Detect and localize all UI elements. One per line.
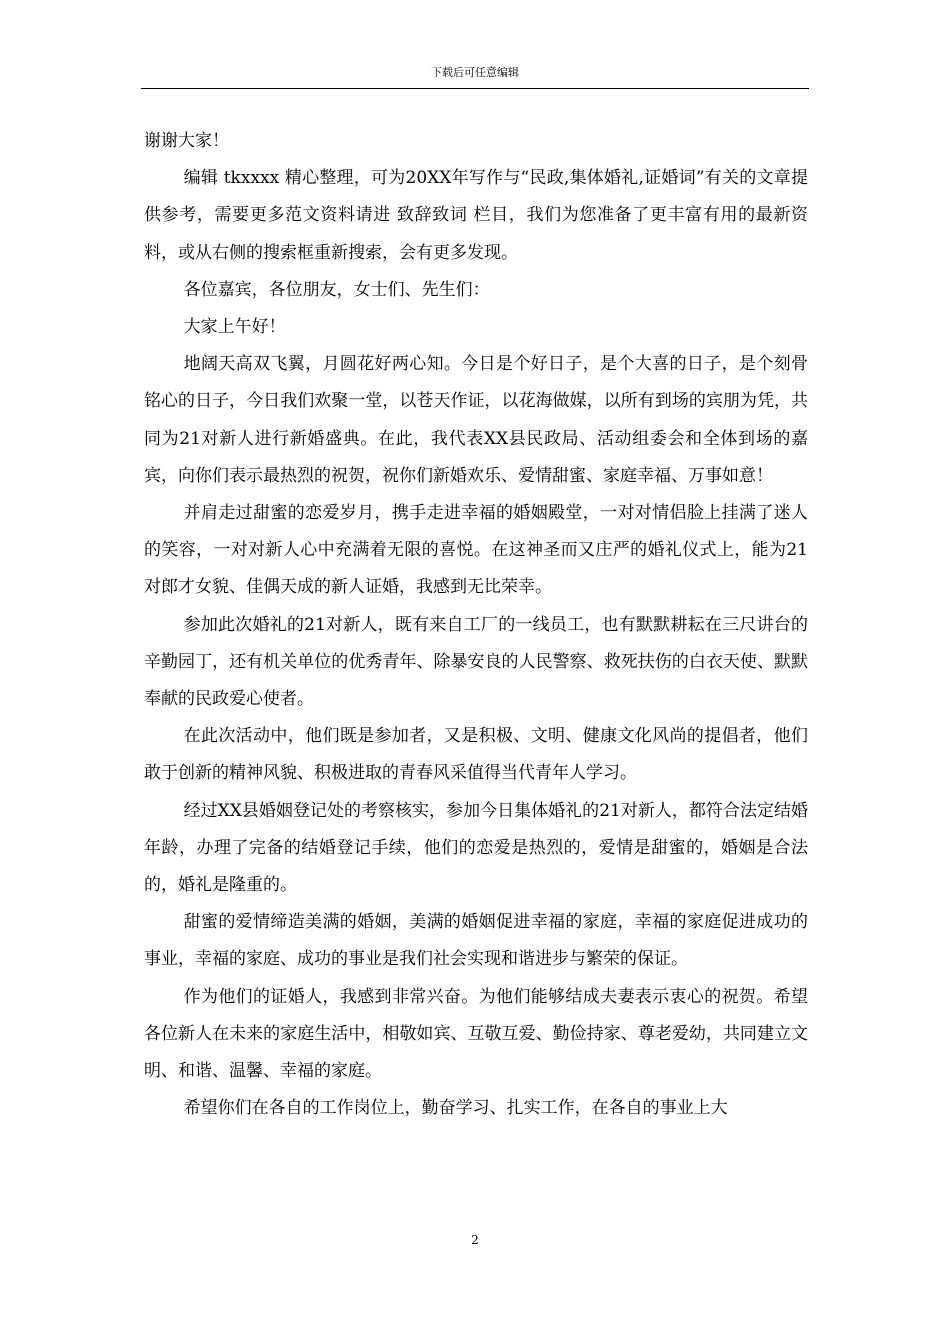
header-divider: [141, 88, 809, 89]
paragraph-salutation: 各位嘉宾，各位朋友，女士们、先生们：: [183, 279, 490, 300]
paragraph-couples: 并肩走过甜蜜的恋爱岁月，携手走进幸福的婚姻殿堂，一对对情侣脸上挂满了迷人的笑容，一对对新人心中充满着无限的喜悦。在这神圣而又庄严的婚礼仪式上，能为21对郎才女貌、佳偶天成的新人证婚，我感到无比荣幸。: [144, 503, 808, 598]
paragraph-activity: 在此次活动中，他们既是参加者，又是积极、文明、健康文化风尚的提倡者，他们敢于创新的精神风貌、积极进取的青春风采值得当代青年人学习。: [144, 726, 808, 784]
paragraph-participants: 参加此次婚礼的21对新人，既有来自工厂的一线员工，也有默默耕耘在三尺讲台的辛勤园丁，还有机关单位的优秀青年、除暴安良的人民警察、救死扶伤的白衣天使、默默奉献的民政爱心使者。: [144, 614, 808, 710]
page-header: 下载后可任意编辑: [431, 66, 519, 79]
paragraph-editor-note: 编辑 tkxxxx 精心整理，可为20XX年写作与“民政,集体婚礼,证婚词”有关的文章提供参考，需要更多范文资料请进 致辞致词 栏目，我们为您准备了更丰富有用的最新资料，或从右侧的搜索框重新搜索，会有更多发现。: [144, 168, 808, 263]
paragraph-closing-thanks: 谢谢大家！: [144, 131, 229, 151]
paragraph-greeting: 大家上午好！: [183, 317, 286, 338]
paragraph-hope: 希望你们在各自的工作岗位上，勤奋学习、扎实工作，在各自的事业上大: [183, 1098, 728, 1119]
paragraph-wishes: 作为他们的证婚人，我感到非常兴奋。为他们能够结成夫妻表示衷心的祝贺。希望各位新人在未来的家庭生活中，相敬如宾、互敬互爱、勤俭持家、尊老爱幼，共同建立文明、和谐、温馨、幸福的家庭。: [144, 986, 808, 1082]
document-body: [144, 123, 808, 1127]
paragraph-verification: 经过XX县婚姻登记处的考察核实，参加今日集体婚礼的21对新人，都符合法定结婚年龄，办理了完备的结婚登记手续，他们的恋爱是热烈的，爱情是甜蜜的，婚姻是合法的，婚礼是隆重的。: [144, 800, 808, 896]
paragraph-opening: 地阔天高双飞翼，月圆花好两心知。今日是个好日子，是个大喜的日子，是个刻骨铭心的日子，今日我们欢聚一堂，以苍天作证，以花海做媒，以所有到场的宾朋为凭，共同为21对新人进行新婚盛典。在此，我代表XX县民政局、活动组委会和全体到场的嘉宾，向你们表示最热烈的祝贺，祝你们新婚欢乐、爱情甜蜜、家庭幸福、万事如意！: [144, 354, 808, 486]
paragraph-love-marriage: 甜蜜的爱情缔造美满的婚姻，美满的婚姻促进幸福的家庭，幸福的家庭促进成功的事业，幸福的家庭、成功的事业是我们社会实现和谐进步与繁荣的保证。: [144, 912, 808, 970]
page-number: 2: [471, 1233, 479, 1247]
